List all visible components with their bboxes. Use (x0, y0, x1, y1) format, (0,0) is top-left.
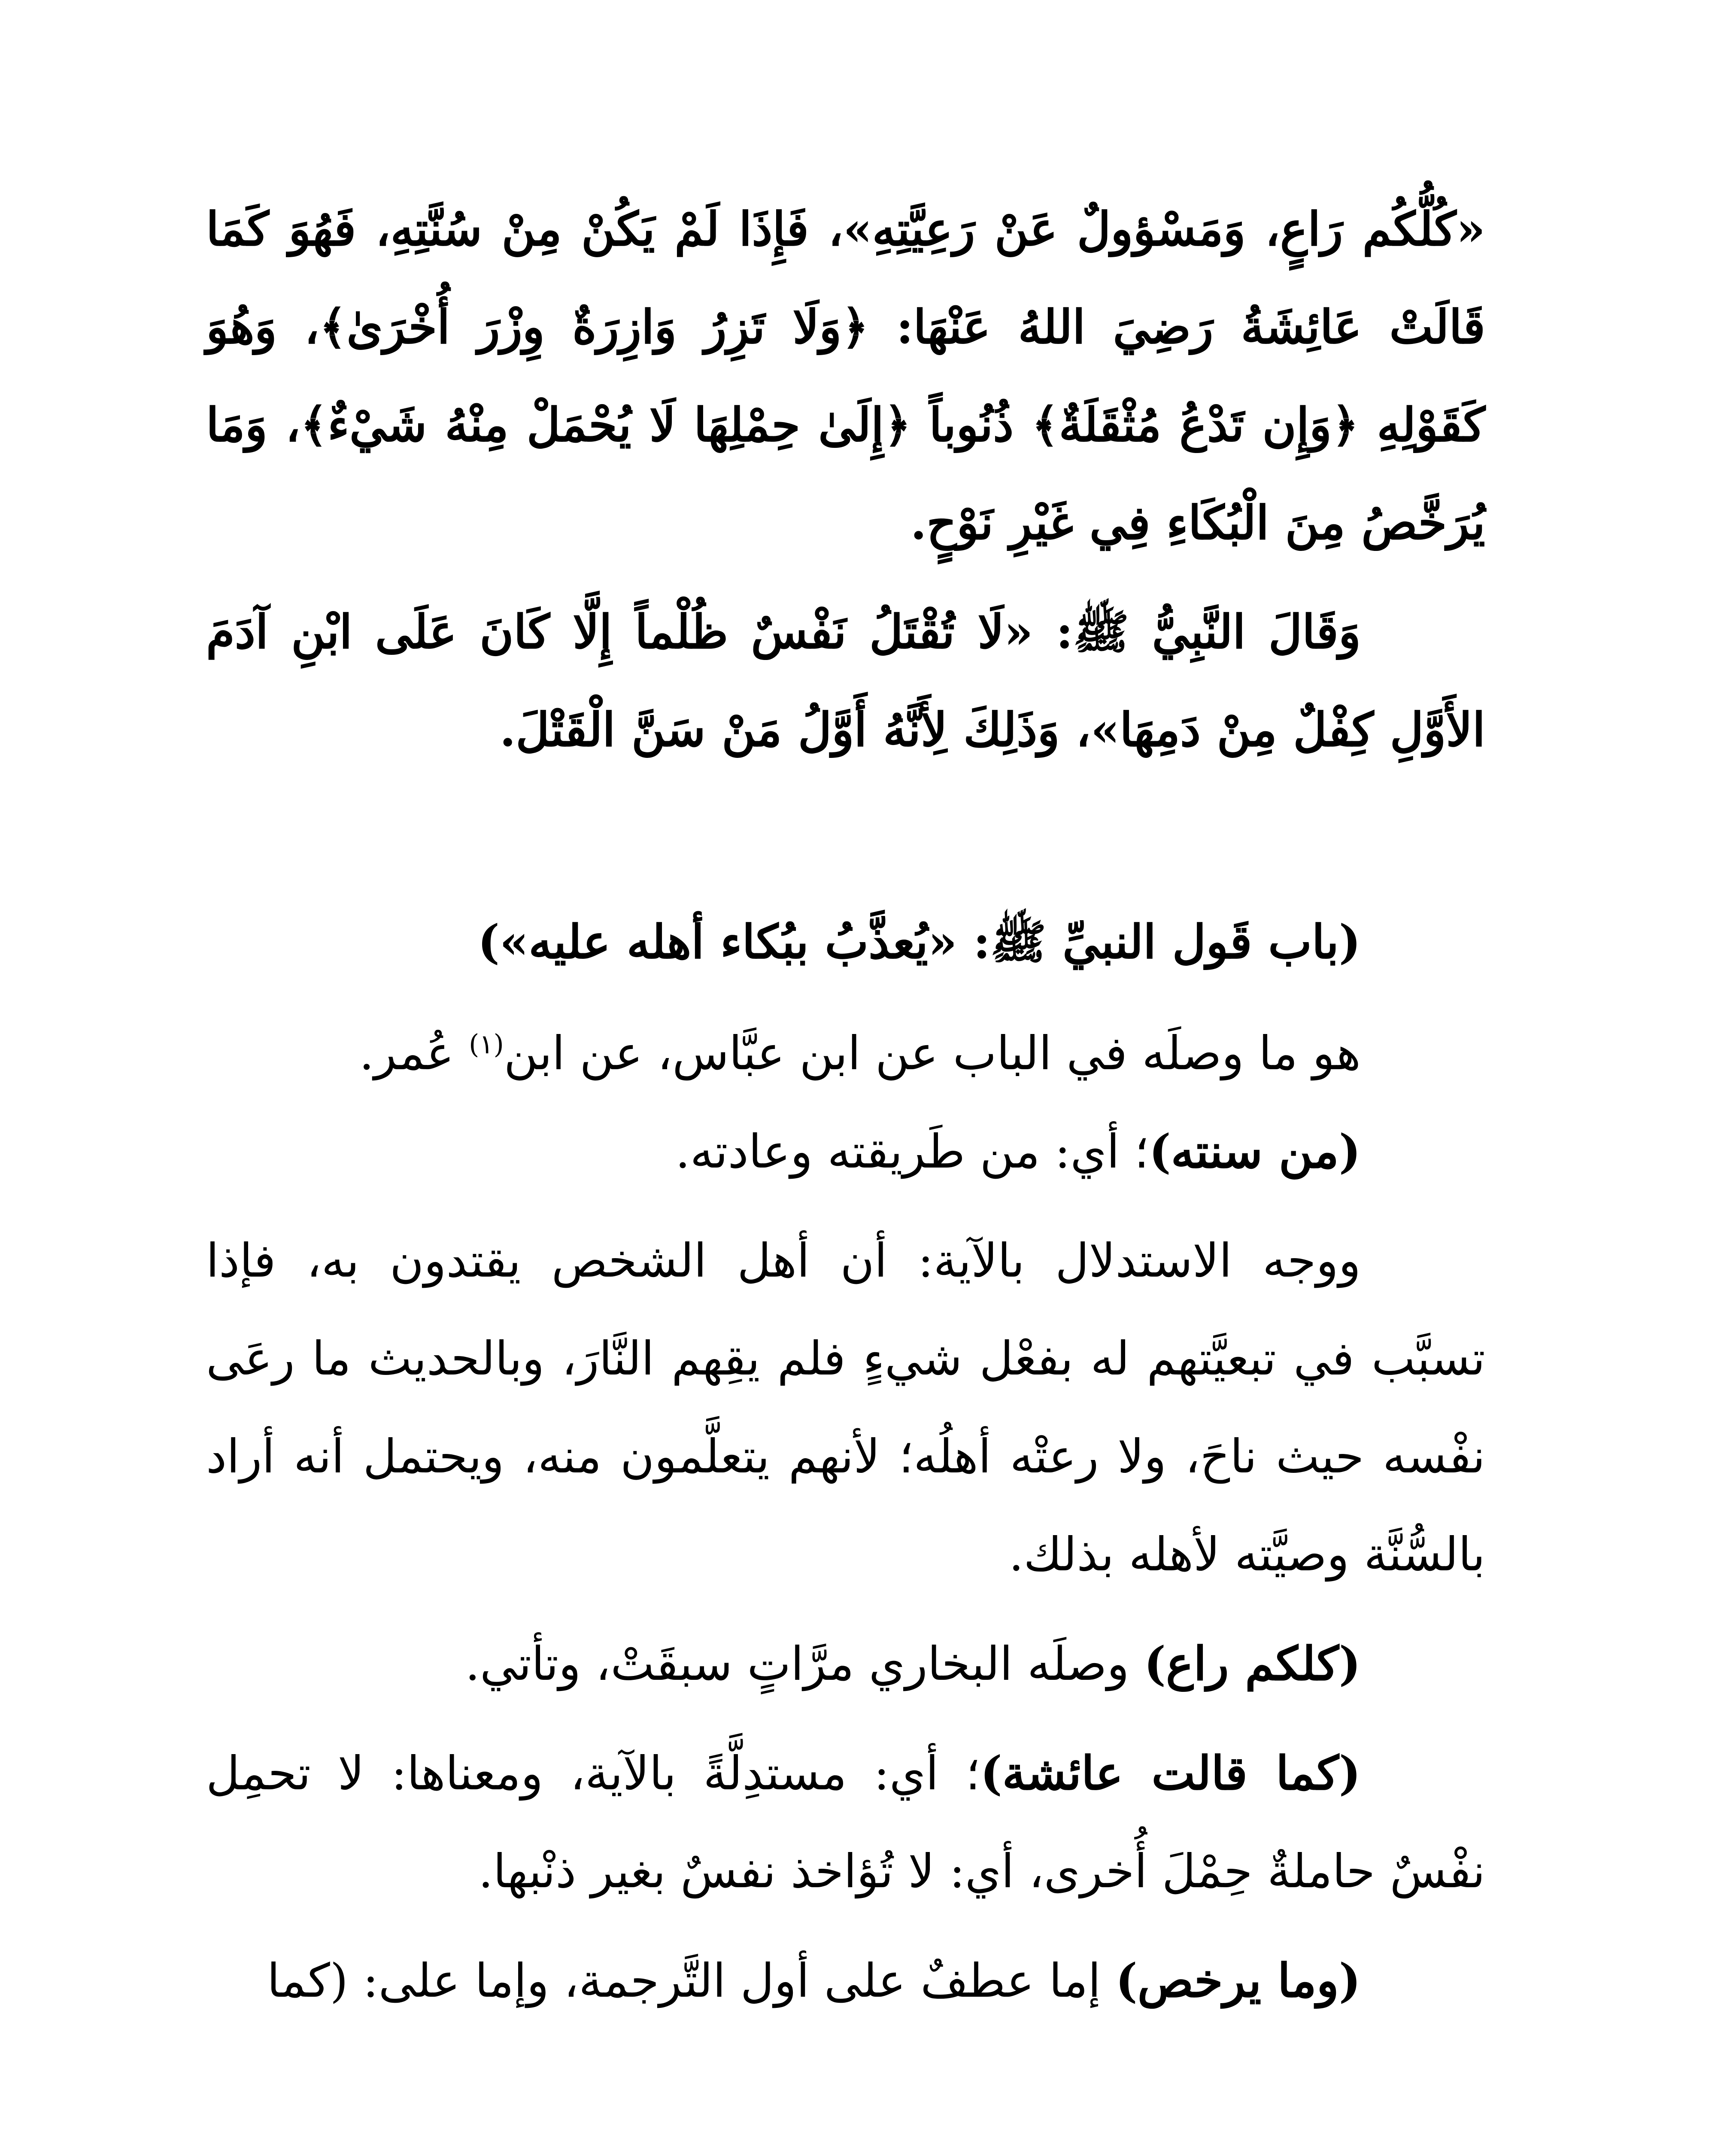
commentary-paragraph-3: ووجه الاستدلال بالآية: أن أهل الشخص يقتدون به، فإذا تسبَّب في تبعيَّتهم له بفعْل شيءٍ فلم يقِهم النَّارَ، وبالحديث ما رعَى نفْسه حيث ناحَ، ولا رعتْه أهلُه؛ لأنهم يتعلَّمون منه، ويحتمل أنه أراد بالسُّنَّة وصيَّته لأهله بذلك. (206, 1234, 1485, 1581)
lemma: (كلكم راع) (1144, 1637, 1361, 1691)
commentary-text: ؛ أي: مستدِلَّةً بالآية، ومعناها: لا تحمِل نفْسٌ حاملةٌ حِمْلَ أُخرى، أي: لا تُؤاخذ نفسٌ بغير ذنْبها. (206, 1747, 1485, 1898)
footnote-reference: (١) (469, 1028, 504, 1060)
lemma: (وما يرخص) (1115, 1954, 1361, 2008)
chapter-heading: (باب قَول النبيِّ ﷺ: «يُعذَّبُ ببُكاء أهله عليه») (477, 915, 1361, 969)
commentary-paragraph-6 (206, 1932, 1485, 2030)
commentary-text: عُمر. (359, 1027, 469, 1080)
commentary-text: إما عطفٌ على أول التَّرجمة، وإما على: (كما (267, 1954, 1116, 2008)
commentary-paragraph-4 (206, 1615, 1485, 1713)
matn-block (206, 180, 1485, 779)
commentary-paragraph-5 (206, 1724, 1485, 1921)
commentary-text: وصلَه البخاري مرَّاتٍ سبقَتْ، وتأتي. (465, 1637, 1144, 1691)
commentary-block (206, 1005, 1485, 2030)
matn-paragraph-1: «كُلُّكُم رَاعٍ، وَمَسْؤولٌ عَنْ رَعِيَّتِهِ»، فَإِذَا لَمْ يَكُنْ مِنْ سُنَّتِهِ، فَهُوَ كَمَا قَالَتْ عَائِشَةُ رَضِيَ اللهُ عَنْهَا: ﴿وَلَا تَزِرُ وَازِرَةٌ وِزْرَ أُخْرَىٰ﴾، وَهُوَ كَقَوْلِهِ ﴿وَإِن تَدْعُ مُثْقَلَةٌ﴾ ذُنُوباً ﴿إِلَىٰ حِمْلِهَا لَا يُحْمَلْ مِنْهُ شَيْءٌ﴾، وَمَا يُرَخَّصُ مِنَ الْبُكَاءِ فِي غَيْرِ نَوْحٍ. (206, 202, 1485, 550)
commentary-paragraph-1 (206, 1005, 1485, 1103)
lemma: (من سنته) (1149, 1125, 1361, 1179)
commentary-paragraph-2 (206, 1103, 1485, 1201)
commentary-text: ؛ أي: من طَريقته وعادته. (675, 1125, 1149, 1179)
matn-paragraph-2: وَقَالَ النَّبِيُّ ﷺ: «لَا تُقْتَلُ نَفْسٌ ظُلْماً إِلَّا كَانَ عَلَى ابْنِ آدَمَ الأَوَّلِ كِفْلٌ مِنْ دَمِهَا»، وَذَلِكَ لِأَنَّهُ أَوَّلُ مَنْ سَنَّ الْقَتْلَ. (206, 605, 1485, 757)
commentary-text: هو ما وصلَه في الباب عن ابن عبَّاس، عن ابن (504, 1027, 1361, 1080)
lemma: (كما قالت عائشة) (980, 1746, 1361, 1800)
